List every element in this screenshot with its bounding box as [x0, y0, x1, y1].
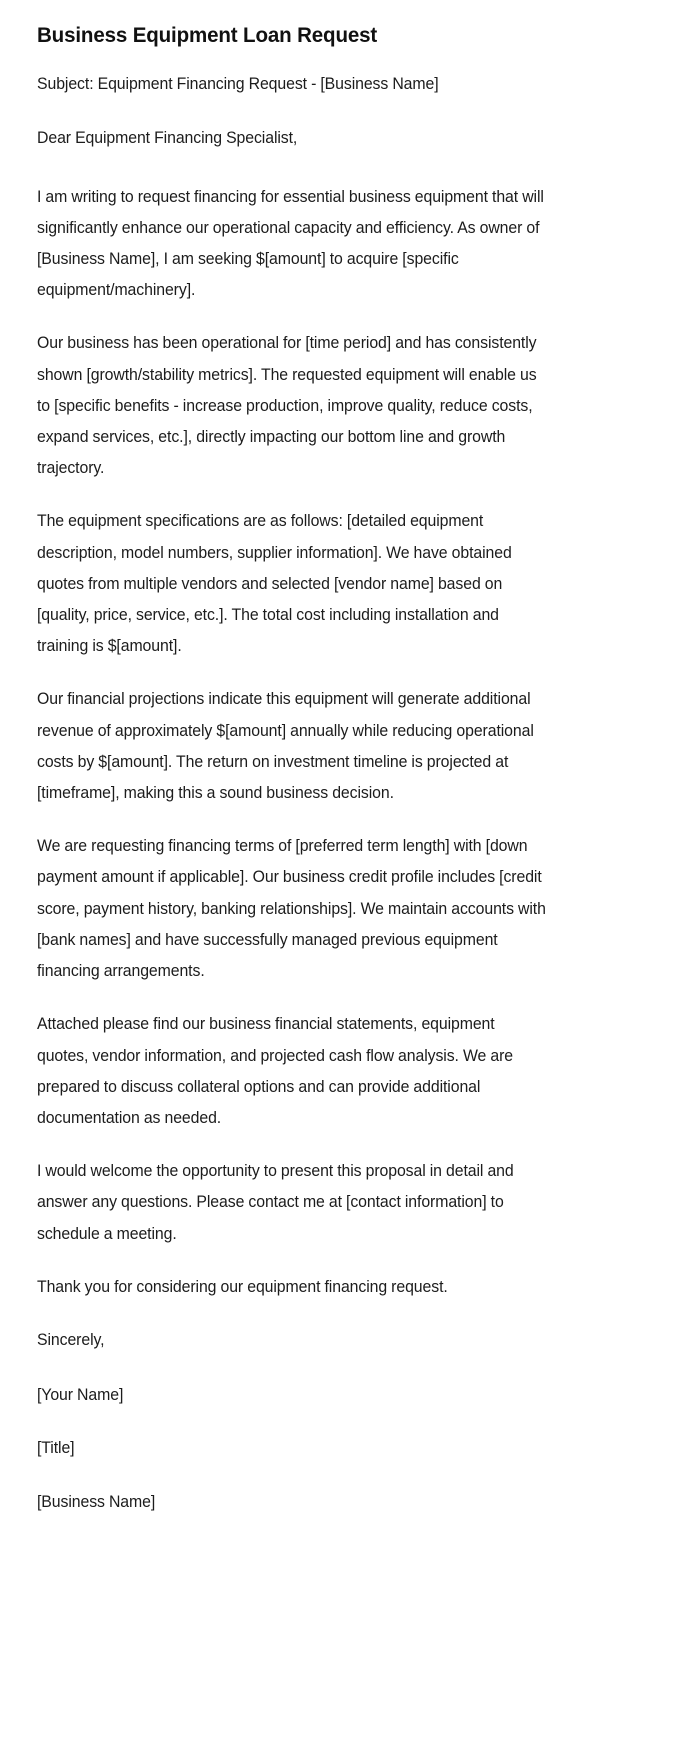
paragraph-business-history: Our business has been operational for [time period] and has consistently shown [growth/stability metrics]. The requested equipment will enable us to [specific benefits - increase production, improve quality, reduce costs, expand services, etc.], directly impacting our bottom line and growth trajectory. — [37, 333, 537, 478]
signature-business-name: [Business Name] — [37, 1491, 156, 1511]
paragraph-attachments: Attached please find our business financial statements, equipment quotes, vendor information, and projected cash flow analysis. We are prepared to discuss collateral options and can provide additional documentation as needed. — [37, 1014, 513, 1127]
closing-salutation: Sincerely, — [37, 1329, 105, 1349]
paragraph-thanks: Thank you for considering our equipment financing request. — [37, 1276, 448, 1296]
signature-title: [Title] — [37, 1438, 75, 1458]
salutation: Dear Equipment Financing Specialist, — [37, 128, 298, 148]
paragraph-intro-request: I am writing to request financing for essential business equipment that will significantly enhance our operational capacity and efficiency. As owner of [Business Name], I am seeking $[amount] to acquire [specific equipment/machinery]. — [37, 186, 544, 300]
paragraph-financial-projections: Our financial projections indicate this equipment will generate additional revenue of approximately $[amount] annually while reducing operational costs by $[amount]. The return on investment timeline is projected at [timeframe], making this a sound business decision. — [37, 689, 534, 803]
signature-name: [Your Name] — [37, 1385, 124, 1405]
page-title: Business Equipment Loan Request — [37, 23, 378, 47]
paragraph-equipment-specifications: The equipment specifications are as follows: [detailed equipment description, model numbers, supplier information]. We have obtained quotes from multiple vendors and selected [vendor name] based on [quality, price, service, etc.]. The total cost including installation and training is $[amount]. — [37, 511, 512, 656]
paragraph-financing-terms: We are requesting financing terms of [preferred term length] with [down payment amount if applicable]. Our business credit profile includes [credit score, payment history, banking relationships]. We maintain accounts with [bank names] and have successfully managed previous equipment financing arrangements. — [37, 836, 546, 981]
subject-line: Subject: Equipment Financing Request - [Business Name] — [37, 74, 439, 94]
paragraph-meeting-request: I would welcome the opportunity to present this proposal in detail and answer any questions. Please contact me at [contact information] to schedule a meeting. — [37, 1161, 514, 1243]
